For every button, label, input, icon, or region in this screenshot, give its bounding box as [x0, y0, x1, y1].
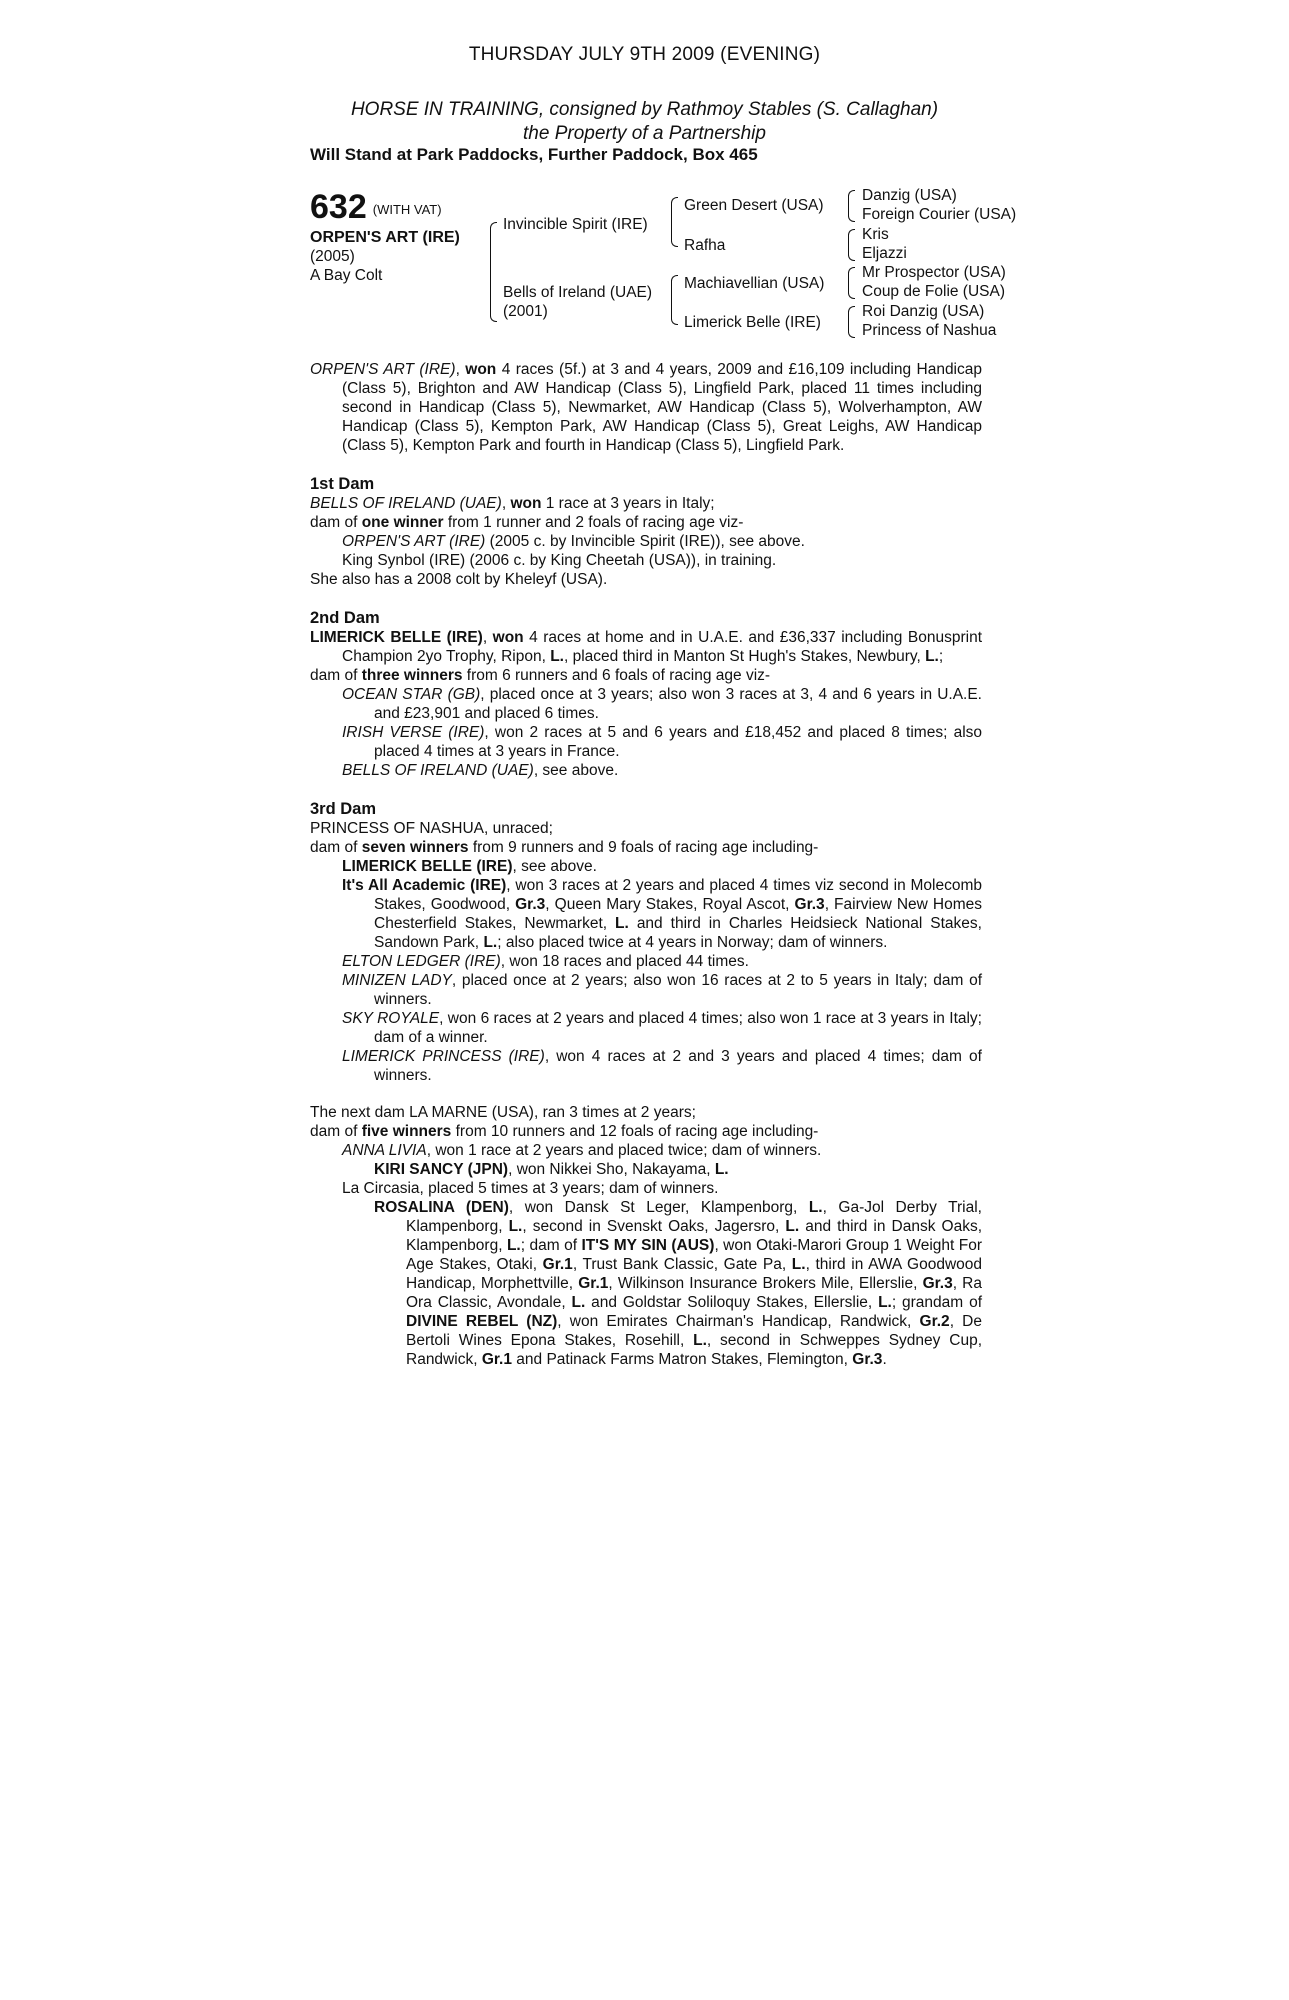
third-dam-name: PRINCESS OF NASHUA, unraced;: [310, 820, 553, 837]
first-dam-also: She also has a 2008 colt by Kheleyf (USA).: [310, 571, 608, 588]
listed-mark: L.: [550, 648, 564, 665]
listed-mark: L.: [693, 1332, 707, 1349]
text-run: ; also placed twice at 4 years in Norway; dam of winners.: [497, 934, 888, 951]
first-dam-text: 1 race at 3 years in Italy;: [541, 495, 715, 512]
produce-text: , won 4 races at 2 and 3 years and placed 4 times; dam of winners.: [374, 1048, 982, 1084]
produce-item: [310, 952, 982, 971]
produce-name: IT'S MY SIN (AUS): [581, 1237, 715, 1254]
listed-mark: L.: [714, 1161, 729, 1178]
third-dam-produce: [310, 838, 982, 857]
produce-name: LIMERICK BELLE (IRE): [342, 858, 513, 875]
produce-item: [310, 723, 982, 761]
text-run: , won Emirates Chairman's Handicap, Randwick,: [557, 1313, 920, 1330]
pedigree-g1: Danzig (USA): [862, 187, 957, 204]
horse-description: A Bay Colt: [310, 267, 383, 284]
catalogue-text: [310, 360, 982, 1369]
record-won: won: [465, 361, 497, 378]
text-run: , Trust Bank Classic, Gate Pa,: [572, 1256, 792, 1273]
first-dam-heading: 1st Dam: [310, 475, 375, 493]
runners-text: from 1 runner and 2 foals of racing age viz-: [443, 514, 744, 531]
horse-year: (2005): [310, 248, 355, 265]
produce-subitem: [310, 1198, 982, 1369]
stand-location: Will Stand at Park Paddocks, Further Paddock, Box 465: [310, 145, 758, 164]
text-run: , De Bertoli Wines Epona Stakes, Rosehill,: [406, 1313, 982, 1349]
pedigree-g4: Eljazzi: [862, 245, 907, 262]
listed-mark: L.: [785, 1218, 800, 1235]
text-run: and third in Dansk Oaks, Klampenborg,: [406, 1218, 983, 1254]
produce-item: [310, 857, 982, 876]
produce-subitem: [310, 1160, 982, 1179]
listed-mark: L.: [878, 1294, 892, 1311]
pedigree-brace-dam: [671, 275, 678, 325]
first-dam-produce: [310, 513, 982, 532]
produce-text: , see above.: [512, 858, 597, 875]
produce-item: [310, 685, 982, 723]
produce-text: (2005 c. by Invincible Spirit (IRE)), see above.: [485, 533, 805, 550]
listed-mark: L.: [508, 1218, 523, 1235]
second-dam-heading: 2nd Dam: [310, 609, 380, 627]
runners-text: from 6 runners and 6 foals of racing age viz-: [462, 667, 771, 684]
winners-count: three winners: [361, 667, 463, 684]
pedigree-dam-year: (2001): [503, 303, 548, 320]
produce-text: , placed once at 3 years; also won 3 races at 3, 4 and 6 years in U.A.E. and £23,901 and placed 6 times.: [374, 686, 982, 722]
group-mark: Gr.3: [922, 1275, 953, 1292]
produce-text: , won 1 race at 2 years and placed twice; dam of winners.: [426, 1142, 822, 1159]
produce-name: SKY ROYALE: [342, 1010, 440, 1027]
pedigree-sire-dam: Rafha: [684, 237, 726, 254]
listed-mark: L.: [925, 648, 939, 665]
text-run: , third in AWA Goodwood Handicap, Morphettville,: [406, 1256, 982, 1292]
group-mark: Gr.1: [542, 1256, 573, 1273]
dam-of-label: dam of: [310, 667, 362, 684]
record-text: 4 races (5f.) at 3 and 4 years, 2009 and £16,109 including Handicap (Class 5), Brighton and AW Handicap (Class 5), Lingfield Park, placed 11 times including second in Handicap (Class 5), Newmarket, AW Handicap (Class 5), Wolverhampton, AW Handicap (Class 5), Kempton Park, AW Handicap (Class 5), Great Leighs, AW Handicap (Class 5), Kempton Park and fourth in Handicap (Class 5), Lingfield Park.: [342, 361, 982, 454]
horse-record: ORPEN'S ART (IRE), won 4 races (5f.) at 3 and 4 years, 2009 and £16,109 including Handicap (Class 5), Brighton and AW Handicap (Class 5), Lingfield Park, placed 11 times including second in Handicap (Class 5), Newmarket, AW Handicap (Class 5), Wolverhampton, AW Handicap (Class 5), Kempton Park, AW Handicap (Class 5), Great Leighs, AW Handicap (Class 5), Kempton Park and fourth in Handicap (Class 5), Lingfield Park.: [310, 361, 982, 454]
pedigree-g6: Coup de Folie (USA): [862, 283, 1006, 300]
winners-count: seven winners: [361, 839, 469, 856]
runners-text: from 10 runners and 12 foals of racing age including-: [451, 1123, 819, 1140]
group-mark: Gr.1: [481, 1351, 512, 1368]
text-run: 4 races at home and in U.A.E. and £36,337 including Bonusprint Champion 2yo Trophy, Ripon,: [342, 629, 983, 665]
produce-name: IRISH VERSE (IRE): [342, 724, 485, 741]
text-run: , Wilkinson Insurance Brokers Mile, Ellerslie,: [608, 1275, 923, 1292]
produce-text: , won 2 races at 5 and 6 years and £18,452 and placed 8 times; also placed 4 times at 3 years in France.: [374, 724, 983, 760]
first-dam-won: won: [510, 495, 542, 512]
lot-number: 632: [310, 188, 367, 226]
listed-mark: L.: [506, 1237, 521, 1254]
text-run: , Ra Ora Classic, Avondale,: [406, 1275, 982, 1311]
pedigree-brace-main: [490, 222, 497, 322]
next-dam-produce: [310, 1122, 982, 1141]
text-run: and Patinack Farms Matron Stakes, Flemington,: [511, 1351, 853, 1368]
text-run: , Queen Mary Stakes, Royal Ascot,: [545, 896, 795, 913]
pedigree-dam-sire: Machiavellian (USA): [684, 275, 825, 292]
produce-text: , won 6 races at 2 years and placed 4 times; also won 1 race at 3 years in Italy; dam of a winner.: [374, 1010, 982, 1046]
pedigree-brace-g2: [848, 229, 855, 261]
produce-name: LIMERICK PRINCESS (IRE): [342, 1048, 545, 1065]
text-run: and third in Charles Heidsieck National Stakes, Sandown Park,: [374, 915, 982, 951]
pedigree-g5: Mr Prospector (USA): [862, 264, 1006, 281]
produce-item: [310, 1047, 982, 1085]
horse-name: ORPEN'S ART (IRE): [310, 229, 460, 246]
pedigree-g2: Foreign Courier (USA): [862, 206, 1017, 223]
winners-count: one winner: [361, 514, 444, 531]
produce-item: [310, 971, 982, 1009]
record-horse-name: ORPEN'S ART (IRE): [310, 361, 456, 378]
third-dam-heading: 3rd Dam: [310, 800, 377, 818]
produce-name: MINIZEN LADY: [342, 972, 452, 989]
second-dam-won: won: [492, 629, 524, 646]
text-run: , Fairview New Homes Chesterfield Stakes, Newmarket,: [374, 896, 982, 932]
second-dam-produce: [310, 666, 982, 685]
produce-name: BELLS OF IRELAND (UAE): [342, 762, 534, 779]
listed-mark: L.: [808, 1199, 823, 1216]
dam-of-label: dam of: [310, 514, 362, 531]
produce-item: La Circasia, placed 5 times at 3 years; dam of winners.: [342, 1180, 719, 1197]
produce-name: It's All Academic (IRE): [342, 877, 507, 894]
second-dam-line: LIMERICK BELLE (IRE), won 4 races at home and in U.A.E. and £36,337 including Bonusprint Champion 2yo Trophy, Ripon, L., placed third in Manton St Hugh's Stakes, Newbury, L.;: [310, 629, 983, 665]
text-run: , placed third in Manton St Hugh's Stakes, Newbury,: [564, 648, 926, 665]
pedigree-brace-g1: [848, 190, 855, 222]
group-mark: Gr.3: [794, 896, 825, 913]
produce-text: , placed once at 2 years; also won 16 races at 2 to 5 years in Italy; dam of winners.: [374, 972, 983, 1008]
winners-count: five winners: [361, 1123, 452, 1140]
text-run: ; grandam of: [891, 1294, 982, 1311]
produce-item: [310, 761, 982, 780]
group-mark: Gr.3: [515, 896, 546, 913]
first-dam-line: BELLS OF IRELAND (UAE), won 1 race at 3 years in Italy;: [310, 495, 715, 512]
lot-block: [310, 188, 510, 285]
property-line: the Property of a Partnership: [523, 123, 766, 144]
produce-name: DIVINE REBEL (NZ): [406, 1313, 558, 1330]
pedigree-sire: Invincible Spirit (IRE): [503, 216, 648, 233]
runners-text: from 9 runners and 9 foals of racing age including-: [468, 839, 819, 856]
group-mark: Gr.3: [852, 1351, 883, 1368]
spacer: [310, 1085, 982, 1103]
pedigree-dam-dam: Limerick Belle (IRE): [684, 314, 821, 331]
text-run: ; dam of: [520, 1237, 582, 1254]
text-run: .: [882, 1351, 887, 1368]
consignor-block: [0, 98, 1289, 146]
group-mark: Gr.1: [578, 1275, 609, 1292]
produce-name: ANNA LIVIA: [342, 1142, 427, 1159]
produce-item: [310, 532, 982, 551]
listed-mark: L.: [615, 915, 629, 932]
pedigree-dam: Bells of Ireland (UAE): [503, 284, 653, 301]
listed-mark: L.: [571, 1294, 586, 1311]
sale-date: THURSDAY JULY 9TH 2009 (EVENING): [468, 44, 821, 65]
vat-note: (WITH VAT): [372, 202, 442, 217]
produce-item: [310, 1009, 982, 1047]
pedigree-g8: Princess of Nashua: [862, 322, 997, 339]
pedigree-brace-g4: [848, 306, 855, 338]
pedigree-g7: Roi Danzig (USA): [862, 303, 985, 320]
pedigree-sire-sire: Green Desert (USA): [684, 197, 824, 214]
produce-name: OCEAN STAR (GB): [342, 686, 481, 703]
listed-mark: L.: [791, 1256, 806, 1273]
text-run: ;: [938, 648, 944, 665]
pedigree-brace-sire: [671, 197, 678, 247]
second-dam-name: LIMERICK BELLE (IRE): [310, 629, 483, 646]
first-dam-name: BELLS OF IRELAND (UAE): [310, 495, 502, 512]
text-run: , won Dansk St Leger, Klampenborg,: [508, 1199, 809, 1216]
dam-of-label: dam of: [310, 839, 362, 856]
listed-mark: L.: [483, 934, 498, 951]
pedigree-brace-g3: [848, 267, 855, 299]
produce-item: [310, 1141, 982, 1160]
produce-text: , see above.: [533, 762, 619, 779]
text-run: , won 3 races at 2 years and placed 4 times viz second in Molecomb Stakes, Goodwood,: [374, 877, 982, 913]
next-dam-line: The next dam LA MARNE (USA), ran 3 times at 2 years;: [310, 1104, 696, 1121]
produce-name: ORPEN'S ART (IRE): [342, 533, 486, 550]
consignor-line: HORSE IN TRAINING, consigned by Rathmoy Stables (S. Callaghan): [350, 99, 939, 120]
produce-name: ELTON LEDGER (IRE): [342, 953, 501, 970]
text-run: , won Otaki-Marori Group 1 Weight For Age Stakes, Otaki,: [406, 1237, 982, 1273]
produce-name: ROSALINA (DEN): [374, 1199, 509, 1216]
text-run: , Ga-Jol Derby Trial, Klampenborg,: [406, 1199, 982, 1235]
dam-of-label: dam of: [310, 1123, 362, 1140]
text-run: , second in Schweppes Sydney Cup, Randwick,: [406, 1332, 982, 1368]
produce-item: King Synbol (IRE) (2006 c. by King Cheetah (USA)), in training.: [342, 552, 777, 569]
group-mark: Gr.2: [919, 1313, 950, 1330]
produce-text: , won Nikkei Sho, Nakayama,: [508, 1161, 715, 1178]
pedigree-g3: Kris: [862, 226, 889, 243]
produce-item: [310, 876, 982, 952]
text-run: and Goldstar Soliloquy Stakes, Ellerslie,: [585, 1294, 879, 1311]
text-run: , second in Svenskt Oaks, Jagersro,: [522, 1218, 786, 1235]
produce-text: , won 18 races and placed 44 times.: [500, 953, 749, 970]
produce-name: KIRI SANCY (JPN): [374, 1161, 509, 1178]
